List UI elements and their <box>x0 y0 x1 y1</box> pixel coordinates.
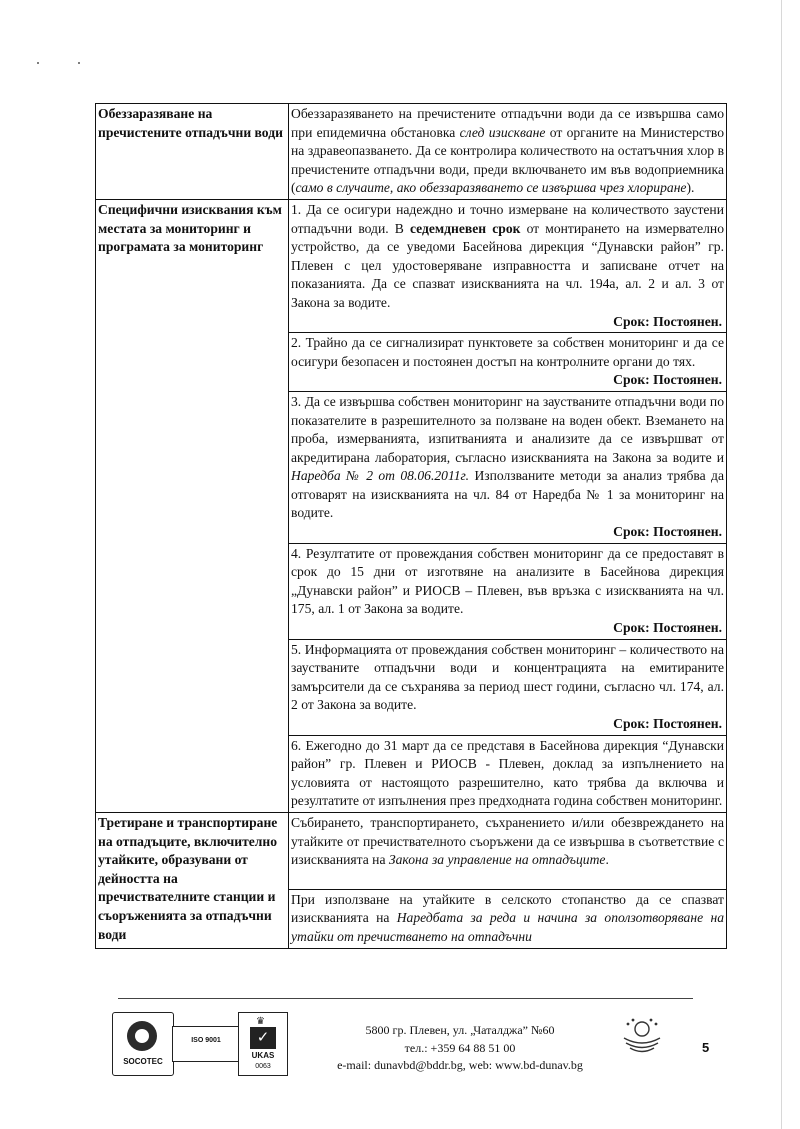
ukas-logo: ♛ ✓ UKAS 0063 <box>238 1012 288 1076</box>
phone-line: тел.: +359 64 88 51 00 <box>404 1040 516 1055</box>
condition-item: Събирането, транспортирането, съхранението и/или обезвреждането на утайките от пречиствателното съоръжени да се извършва в съответствие с изискванията на Закона за управление на отпадъците. <box>289 813 726 890</box>
page-number: 5 <box>702 1040 710 1055</box>
organization-emblem-icon <box>614 1016 670 1056</box>
iso-9001-logo: ISO 9001 <box>172 1026 240 1062</box>
condition-item: 3. Да се извършва собствен мониторинг на заустваните отпадъчни води по показателите в разрешителното за ползване на воден обект. Вземането на проба, измерванията, изпитванията и анализите да се извършват от акредитирана лаборатория, съгласно изискванията на Закона за водите и Наредба № 2 от 08.06.2011г. Използваните методи за анализ трябва да отговарят на изискванията на чл. 84 от Наредба № 1 за мониторинг на водите. Срок: Постоянен. <box>289 392 726 544</box>
term-label: Срок: Постоянен. <box>613 716 722 731</box>
socotec-logo: SOCOTEC <box>112 1012 174 1076</box>
permit-conditions-table <box>95 103 727 949</box>
table-row <box>96 199 727 812</box>
checkmark-icon: ✓ <box>250 1027 276 1049</box>
condition-item: 6. Ежегодно до 31 март да се представя в Басейнова дирекция “Дунавски район” гр. Плевен и РИОСВ - Плевен, доклад за изпълнението на условията от настоящото разрешително, като трябва да включва и резултатите от изпълнения през предходната година собствен мониторинг. <box>291 737 724 809</box>
term-label: Срок: Постоянен. <box>613 620 722 636</box>
condition-item: 4. Резултатите от провеждания собствен мониторинг да се предоставят в срок до 15 дни от изготвяне на анализите в Басейнова дирекция „Дунавски район” и РИОСВ – Плевен, във връзка с изискванията на чл. 175, ал. 1 от Закона за водите. Срок: Постоянен. <box>289 544 726 640</box>
term-label: Срок: Постоянен. <box>613 372 722 388</box>
row-content: Обеззаразяването на пречистените отпадъчни води да се извършва само при епидемична обстановка след изискване от органите на Министерство на здравеопазването. Да се контролира количеството на остатъчния хлор в пречистените отпадъчни води, преди включването им във водоприемника (само в случаите, ако обеззаразяването се извършва чрез хлориране). <box>289 104 727 200</box>
page-edge <box>781 0 782 1129</box>
crown-icon: ♛ <box>256 1016 265 1027</box>
scan-speck <box>37 62 39 64</box>
row-label: Специфични изисквания към местата за мониторинг и програмата за мониторинг <box>96 199 289 812</box>
email-web-line: e-mail: dunavbd@bddr.bg, web: www.bd-dunav.bg <box>337 1058 583 1072</box>
table-row <box>96 104 727 200</box>
row-content <box>289 812 727 948</box>
condition-item: 1. Да се осигури надеждно и точно измерване на количеството заустени отпадъчни води. В седемдневен срок от монтирането на измервателно устройство, да се уведоми Басейнова дирекция “Дунавски район” гр. Плевен с цел удостоверяване изправността и записване отчет на показанията. Да се спазват изискванията на чл. 194а, ал. 2 и ал. 3 от Закона за водите. Срок: Постоянен. <box>289 200 726 333</box>
row-label: Обеззаразяване на пречистените отпадъчни води <box>96 104 289 200</box>
scan-speck <box>78 62 80 64</box>
row-label: Третиране и транспортиране на отпадъците, включително утайките, образувани от дейността на пречиствателните станции и съоръженията за отпадъчни води <box>96 812 289 948</box>
footer-rule <box>118 998 693 999</box>
condition-item: 2. Трайно да се сигнализират пунктовете за собствен мониторинг и да се осигури безопасен и постоянен достъп на контролните органи до тях. Срок: Постоянен. <box>289 333 726 392</box>
term-label: Срок: Постоянен. <box>613 313 722 329</box>
address-line: 5800 гр. Плевен, ул. „Чаталджа” №60 <box>365 1023 555 1037</box>
term-label: Срок: Постоянен. <box>613 524 722 540</box>
condition-item: 5. Информацията от провеждания собствен мониторинг – количеството на заустваните отпадъчни води и концентрацията на емитираните замърсители да се съхранява за период шест години, съгласно чл. 174, ал. 2 от Закона за водите. Срок: Постоянен. <box>289 640 726 736</box>
table-row <box>96 812 727 948</box>
condition-item: При използване на утайките в селското стопанство да се спазват изискванията на Наредбата за реда и начина за оползотворяване на утайки от пречистването на отпадъчни <box>291 891 724 944</box>
footer-address <box>290 1022 630 1075</box>
certification-logos <box>112 1012 290 1076</box>
row-content <box>289 199 727 812</box>
